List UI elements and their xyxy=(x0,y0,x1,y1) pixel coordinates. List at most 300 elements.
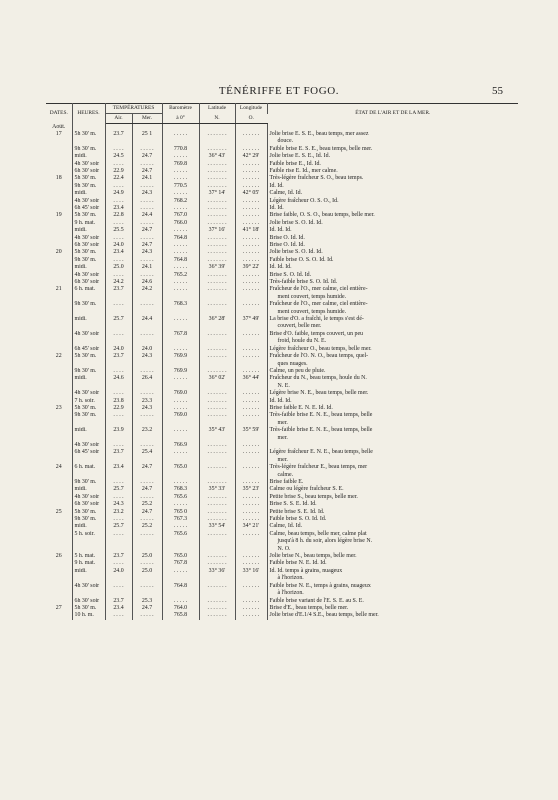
state-cell xyxy=(267,346,518,353)
sea-temperature-cell xyxy=(132,124,162,131)
table-row xyxy=(46,501,518,508)
air-temperature-cell: . . . . xyxy=(105,560,132,567)
hour-text: 6h 45' soir xyxy=(74,449,100,456)
hour-text: 4h 30' soir xyxy=(74,493,100,500)
air-temperature-cell: . . . . xyxy=(105,301,132,316)
date-cell xyxy=(46,161,72,168)
latitude-cell: . . . . . . . xyxy=(199,301,235,316)
state-cell xyxy=(267,301,518,316)
air-temperature-cell: . . . . xyxy=(105,516,132,523)
date-cell xyxy=(46,612,72,619)
air-temperature-cell: 25.5 xyxy=(105,227,132,234)
longitude-cell: . . . . . . xyxy=(235,161,267,168)
date-cell xyxy=(46,257,72,264)
latitude-cell: . . . . . . . xyxy=(199,235,235,242)
date-cell: 23 xyxy=(46,405,72,412)
hour-text: midi. xyxy=(74,523,87,530)
state-line: Fraîcheur de l'O. N. O., beau temps, quel- xyxy=(269,353,369,360)
state-line: à l'horizon. xyxy=(277,590,304,597)
hour-cell xyxy=(72,390,105,397)
state-cell xyxy=(267,279,518,286)
hour-text: 6h 30' soir xyxy=(74,167,100,174)
air-temperature-cell: . . . . xyxy=(105,531,132,553)
table-row xyxy=(46,227,518,234)
barometer-cell: 768.3 xyxy=(162,486,199,493)
barometer-cell: 769.9 xyxy=(162,353,199,368)
air-temperature-cell: 23.7 xyxy=(105,553,132,560)
hour-text: midi. xyxy=(74,153,87,160)
latitude-cell: . . . . . . . xyxy=(199,605,235,612)
hour-text: 9h 30' m. xyxy=(74,301,97,308)
hour-text: 9h 30' m. xyxy=(74,479,97,485)
longitude-cell: . . . . . . xyxy=(235,331,267,346)
column-header-barometer: Baromètre xyxy=(162,104,199,114)
table-row xyxy=(46,316,518,331)
hour-cell xyxy=(72,242,105,249)
hour-cell xyxy=(72,427,105,442)
sea-temperature-cell: . . . . . xyxy=(132,146,162,153)
hour-cell xyxy=(72,257,105,264)
state-cell xyxy=(267,560,518,567)
date-cell: 26 xyxy=(46,553,72,560)
table-row xyxy=(46,464,518,479)
state-line: Brise S. S. E. Id. Id. xyxy=(269,501,317,508)
hour-text: 9 h. mat. xyxy=(74,219,96,226)
hour-cell xyxy=(72,175,105,182)
sea-temperature-cell: . . . . . xyxy=(132,390,162,397)
hour-cell xyxy=(72,353,105,368)
barometer-cell: 768.2 xyxy=(162,198,199,205)
air-temperature-cell: 24.9 xyxy=(105,190,132,197)
longitude-cell: 39° 22' xyxy=(235,264,267,271)
sea-temperature-cell: . . . . . xyxy=(132,161,162,168)
barometer-cell: . . . . . xyxy=(162,405,199,412)
table-row xyxy=(46,353,518,368)
hour-cell xyxy=(72,190,105,197)
latitude-cell: . . . . . . . xyxy=(199,516,235,523)
air-temperature-cell: 23.4 xyxy=(105,464,132,479)
latitude-cell: . . . . . . . xyxy=(199,131,235,146)
table-row xyxy=(46,161,518,168)
barometer-cell: 765.2 xyxy=(162,272,199,279)
state-line: Faible brise E., Id. Id. xyxy=(269,160,321,167)
longitude-cell: . . . . . . xyxy=(235,249,267,256)
date-cell xyxy=(46,531,72,553)
table-row xyxy=(46,257,518,264)
sea-temperature-cell: . . . . . xyxy=(132,560,162,567)
hour-cell xyxy=(72,516,105,523)
table-row xyxy=(46,598,518,605)
hour-cell xyxy=(72,501,105,508)
sea-temperature-cell: 25 1 xyxy=(132,131,162,146)
sea-temperature-cell: 24.1 xyxy=(132,264,162,271)
sea-temperature-cell: 24.7 xyxy=(132,227,162,234)
date-cell xyxy=(46,427,72,442)
state-cell xyxy=(267,331,518,346)
hour-cell xyxy=(72,553,105,560)
column-header-latitude: Latitude xyxy=(199,104,235,114)
state-cell xyxy=(267,153,518,160)
longitude-cell: . . . . . . xyxy=(235,205,267,212)
sea-temperature-cell: . . . . . xyxy=(132,412,162,427)
air-temperature-cell: 22.9 xyxy=(105,168,132,175)
latitude-cell: . . . . . . . xyxy=(199,249,235,256)
state-line: Très-légère fraîcheur S. O., beau temps. xyxy=(269,175,364,182)
state-line: Calme, Id. Id. xyxy=(269,190,303,197)
hour-cell xyxy=(72,449,105,464)
sea-temperature-cell: 24.7 xyxy=(132,153,162,160)
date-cell xyxy=(46,301,72,316)
barometer-cell: 765.6 xyxy=(162,494,199,501)
air-temperature-cell: 25.0 xyxy=(105,264,132,271)
sea-temperature-cell: 25.3 xyxy=(132,598,162,605)
longitude-cell: . . . . . . xyxy=(235,516,267,523)
hour-text: 6h 45' soir xyxy=(74,204,100,211)
barometer-cell: 765 0 xyxy=(162,509,199,516)
hour-cell xyxy=(72,346,105,353)
sea-temperature-cell: . . . . . xyxy=(132,479,162,486)
latitude-cell: . . . . . . . xyxy=(199,205,235,212)
latitude-cell: . . . . . . . xyxy=(199,553,235,560)
longitude-cell: . . . . . . xyxy=(235,168,267,175)
barometer-cell: 765.8 xyxy=(162,612,199,619)
table-row xyxy=(46,449,518,464)
air-temperature-cell: . . . . xyxy=(105,612,132,619)
state-line: Faible brise S. O. Id. Id. xyxy=(269,516,327,523)
air-temperature-cell: 23.9 xyxy=(105,427,132,442)
hour-text: 9h 30' m. xyxy=(74,145,97,152)
state-cell xyxy=(267,286,518,301)
longitude-cell: 41° 18' xyxy=(235,227,267,234)
date-cell: 22 xyxy=(46,353,72,368)
sea-temperature-cell: . . . . . xyxy=(132,198,162,205)
table-row xyxy=(46,190,518,197)
longitude-cell: 36° 44' xyxy=(235,375,267,390)
longitude-cell: . . . . . . xyxy=(235,412,267,427)
barometer-cell: 766.0 xyxy=(162,220,199,227)
hour-cell xyxy=(72,368,105,375)
date-cell: 25 xyxy=(46,509,72,516)
running-title: TÉNÉRIFFE ET FOGO. xyxy=(218,85,340,97)
date-cell xyxy=(46,205,72,212)
latitude-cell: 36° 43' xyxy=(199,153,235,160)
air-temperature-cell: . . . . xyxy=(105,390,132,397)
latitude-cell: 37° 16' xyxy=(199,227,235,234)
latitude-cell: 36° 39' xyxy=(199,264,235,271)
date-cell: Août. xyxy=(46,124,72,131)
hour-text: midi. xyxy=(74,264,87,271)
column-header-barometer-unit: à 0° xyxy=(162,114,199,124)
longitude-cell: . . . . . . xyxy=(235,390,267,397)
column-header-longitude: Longitude xyxy=(235,104,267,114)
hour-text: 6 h. mat. xyxy=(74,286,96,293)
state-line: Jolie brise S. O. Id. Id. xyxy=(269,249,323,256)
table-row xyxy=(46,560,518,567)
table-row xyxy=(46,509,518,516)
longitude-cell: . . . . . . xyxy=(235,286,267,301)
state-cell xyxy=(267,612,518,619)
date-cell: 24 xyxy=(46,464,72,479)
state-cell xyxy=(267,412,518,427)
column-header-sea: Mer. xyxy=(132,114,162,124)
latitude-cell: 36° 28' xyxy=(199,316,235,331)
barometer-cell: . . . . . xyxy=(162,449,199,464)
hour-cell xyxy=(72,605,105,612)
state-line: Id. Id. Id. xyxy=(269,264,292,271)
barometer-cell: . . . . . xyxy=(162,279,199,286)
hour-text: 5h 30' m. xyxy=(74,604,97,611)
longitude-cell: 33° 16' xyxy=(235,568,267,583)
sea-temperature-cell: 24.7 xyxy=(132,464,162,479)
air-temperature-cell: 24.3 xyxy=(105,501,132,508)
table-row xyxy=(46,175,518,182)
air-temperature-cell: 23.8 xyxy=(105,398,132,405)
state-line: Légère fraîcheur O. S. O., Id. xyxy=(269,197,339,204)
state-line: La brise d'O. a fraîchi, le temps s'est dé- xyxy=(269,316,364,323)
latitude-cell: . . . . . . . xyxy=(199,598,235,605)
table-row xyxy=(46,531,518,553)
state-line: mer. xyxy=(277,456,288,463)
longitude-cell: . . . . . . xyxy=(235,442,267,449)
sea-temperature-cell: 24.2 xyxy=(132,286,162,301)
table-row xyxy=(46,249,518,256)
latitude-cell: . . . . . . . xyxy=(199,560,235,567)
hour-cell xyxy=(72,583,105,598)
barometer-cell: . . . . . xyxy=(162,316,199,331)
air-temperature-cell: 24.0 xyxy=(105,346,132,353)
latitude-cell: . . . . . . . xyxy=(199,346,235,353)
latitude-cell: . . . . . . . xyxy=(199,479,235,486)
longitude-cell: . . . . . . xyxy=(235,183,267,190)
barometer-cell: 764.8 xyxy=(162,583,199,598)
state-line: Faible brise N. E. Id. Id. xyxy=(269,560,327,567)
state-line: froid, houle du N. E. xyxy=(277,338,327,345)
table-row xyxy=(46,605,518,612)
sea-temperature-cell: 24.7 xyxy=(132,242,162,249)
barometer-cell: 770.8 xyxy=(162,146,199,153)
hour-cell xyxy=(72,523,105,530)
air-temperature-cell: 24.0 xyxy=(105,242,132,249)
date-cell xyxy=(46,442,72,449)
hour-cell xyxy=(72,264,105,271)
date-cell xyxy=(46,220,72,227)
table-row xyxy=(46,494,518,501)
sea-temperature-cell: 24.0 xyxy=(132,346,162,353)
latitude-cell: . . . . . . . xyxy=(199,331,235,346)
longitude-cell: . . . . . . xyxy=(235,235,267,242)
barometer-cell: . . . . . xyxy=(162,190,199,197)
latitude-cell: . . . . . . . xyxy=(199,242,235,249)
state-line: Très-faible brise E. N. E., beau temps, belle xyxy=(269,412,373,419)
hour-text: 5h 30' m. xyxy=(74,212,97,219)
latitude-cell: 35° 43' xyxy=(199,427,235,442)
air-temperature-cell: . . . . xyxy=(105,198,132,205)
state-line: Calme, beau temps, belle mer, calme plat xyxy=(269,530,367,537)
barometer-cell: . . . . . xyxy=(162,523,199,530)
state-cell xyxy=(267,242,518,249)
sea-temperature-cell: 24.6 xyxy=(132,279,162,286)
date-cell xyxy=(46,316,72,331)
latitude-cell: . . . . . . . xyxy=(199,272,235,279)
longitude-cell: . . . . . . xyxy=(235,560,267,567)
hour-text: 5h 30' m. xyxy=(74,508,97,515)
hour-text: 4h 30' soir xyxy=(74,441,100,448)
hour-text: midi. xyxy=(74,190,87,197)
state-cell xyxy=(267,235,518,242)
hour-text: 6 h. mat. xyxy=(74,464,96,471)
sea-temperature-cell: . . . . . xyxy=(132,583,162,598)
sea-temperature-cell: 25.2 xyxy=(132,523,162,530)
longitude-cell: . . . . . . xyxy=(235,198,267,205)
barometer-cell: . . . . . xyxy=(162,131,199,146)
barometer-cell: . . . . . xyxy=(162,598,199,605)
date-cell xyxy=(46,153,72,160)
barometer-cell: 767.0 xyxy=(162,212,199,219)
date-cell xyxy=(46,279,72,286)
air-temperature-cell: 23.2 xyxy=(105,509,132,516)
hour-cell xyxy=(72,509,105,516)
latitude-cell: . . . . . . . xyxy=(199,494,235,501)
longitude-cell: . . . . . . xyxy=(235,531,267,553)
longitude-cell: . . . . . . xyxy=(235,279,267,286)
longitude-cell: 34° 21' xyxy=(235,523,267,530)
state-line: Brise faible E. xyxy=(269,479,304,485)
air-temperature-cell: . . . . xyxy=(105,161,132,168)
barometer-cell: . . . . . xyxy=(162,168,199,175)
hour-cell xyxy=(72,531,105,553)
state-line: Brise d'E., beau temps, belle mer. xyxy=(269,604,349,611)
date-cell xyxy=(46,479,72,486)
barometer-cell: 765.0 xyxy=(162,464,199,479)
barometer-cell: . . . . . xyxy=(162,346,199,353)
table-row xyxy=(46,131,518,146)
state-cell xyxy=(267,398,518,405)
hour-text: 4h 30' soir xyxy=(74,197,100,204)
hour-cell xyxy=(72,568,105,583)
air-temperature-cell: 23.7 xyxy=(105,131,132,146)
date-cell xyxy=(46,242,72,249)
table-row xyxy=(46,398,518,405)
state-line: Légère fraîcheur O., beau temps, belle mer. xyxy=(269,345,372,352)
state-line: couvert, belle mer. xyxy=(277,323,322,330)
table-row xyxy=(46,368,518,375)
air-temperature-cell: 24.5 xyxy=(105,153,132,160)
sea-temperature-cell: 25.0 xyxy=(132,568,162,583)
sea-temperature-cell: . . . . . xyxy=(132,531,162,553)
state-line: Brise faible E. N. E. Id. Id. xyxy=(269,404,333,411)
hour-text: 4h 30' soir xyxy=(74,582,100,589)
hour-text: 9 h. mat. xyxy=(74,560,96,567)
hour-cell xyxy=(72,272,105,279)
air-temperature-cell: . . . . xyxy=(105,235,132,242)
date-cell: 27 xyxy=(46,605,72,612)
table-row xyxy=(46,146,518,153)
hour-text: 5h 30' m. xyxy=(74,249,97,256)
hour-text: midi. xyxy=(74,567,87,574)
longitude-cell: . . . . . . xyxy=(235,220,267,227)
air-temperature-cell: 23.7 xyxy=(105,598,132,605)
state-cell xyxy=(267,598,518,605)
state-cell xyxy=(267,523,518,530)
state-line: Fraîcheur de l'O., mer calme, ciel entière- xyxy=(269,301,368,308)
latitude-cell: . . . . . . . xyxy=(199,198,235,205)
barometer-cell: . . . . . xyxy=(162,286,199,301)
state-cell xyxy=(267,249,518,256)
date-cell: 20 xyxy=(46,249,72,256)
state-line: Brise O. Id. Id. xyxy=(269,242,305,248)
hour-cell xyxy=(72,227,105,234)
date-cell xyxy=(46,516,72,523)
date-cell xyxy=(46,346,72,353)
table-row xyxy=(46,612,518,619)
hour-text: 4h 30' soir xyxy=(74,390,100,397)
hour-cell xyxy=(72,153,105,160)
barometer-cell: 764.8 xyxy=(162,235,199,242)
state-cell xyxy=(267,516,518,523)
hour-cell xyxy=(72,331,105,346)
sea-temperature-cell: 24.4 xyxy=(132,212,162,219)
barometer-cell: 765.0 xyxy=(162,553,199,560)
air-temperature-cell: . . . . xyxy=(105,479,132,486)
table-row xyxy=(46,301,518,316)
state-cell xyxy=(267,161,518,168)
sea-temperature-cell: 25.2 xyxy=(132,501,162,508)
longitude-cell xyxy=(235,124,267,131)
table-row xyxy=(46,516,518,523)
table-row xyxy=(46,264,518,271)
latitude-cell: 37° 14' xyxy=(199,190,235,197)
date-cell xyxy=(46,368,72,375)
hour-text: 9h 30' m. xyxy=(74,182,97,189)
air-temperature-cell: 23.4 xyxy=(105,605,132,612)
longitude-cell: . . . . . . xyxy=(235,301,267,316)
table-row xyxy=(46,212,518,219)
air-temperature-cell: . . . . xyxy=(105,494,132,501)
hour-text: midi. xyxy=(74,375,87,382)
table-row xyxy=(46,198,518,205)
state-cell xyxy=(267,605,518,612)
longitude-cell: . . . . . . xyxy=(235,553,267,560)
hour-cell xyxy=(72,205,105,212)
state-line: Légère fraîcheur E. N. E., beau temps, belle xyxy=(269,449,373,456)
air-temperature-cell: . . . . xyxy=(105,368,132,375)
sea-temperature-cell: 24.3 xyxy=(132,353,162,368)
air-temperature-cell: 23.4 xyxy=(105,249,132,256)
hour-text: 5h 30' m. xyxy=(74,175,97,182)
state-line: Très-faible brise S. O. Id. Id. xyxy=(269,279,338,286)
latitude-cell: . . . . . . . xyxy=(199,390,235,397)
state-cell xyxy=(267,486,518,493)
latitude-cell: . . . . . . . xyxy=(199,353,235,368)
longitude-cell: . . . . . . xyxy=(235,598,267,605)
state-cell xyxy=(267,494,518,501)
state-cell xyxy=(267,531,518,553)
state-line: à l'horizon. xyxy=(277,575,304,582)
state-cell xyxy=(267,220,518,227)
hour-text: 5 h. mat. xyxy=(74,553,96,560)
sea-temperature-cell: . . . . . xyxy=(132,612,162,619)
hour-cell xyxy=(72,494,105,501)
air-temperature-cell: 23.7 xyxy=(105,449,132,464)
state-line: ques nuages. xyxy=(277,360,308,367)
column-header-air: Air. xyxy=(105,114,132,124)
date-cell xyxy=(46,331,72,346)
state-cell xyxy=(267,353,518,368)
hour-cell xyxy=(72,249,105,256)
state-line: Jolie brise E. S. E., beau temps, mer assez xyxy=(269,130,369,137)
sea-temperature-cell: 25.4 xyxy=(132,449,162,464)
barometer-cell: 767.3 xyxy=(162,516,199,523)
